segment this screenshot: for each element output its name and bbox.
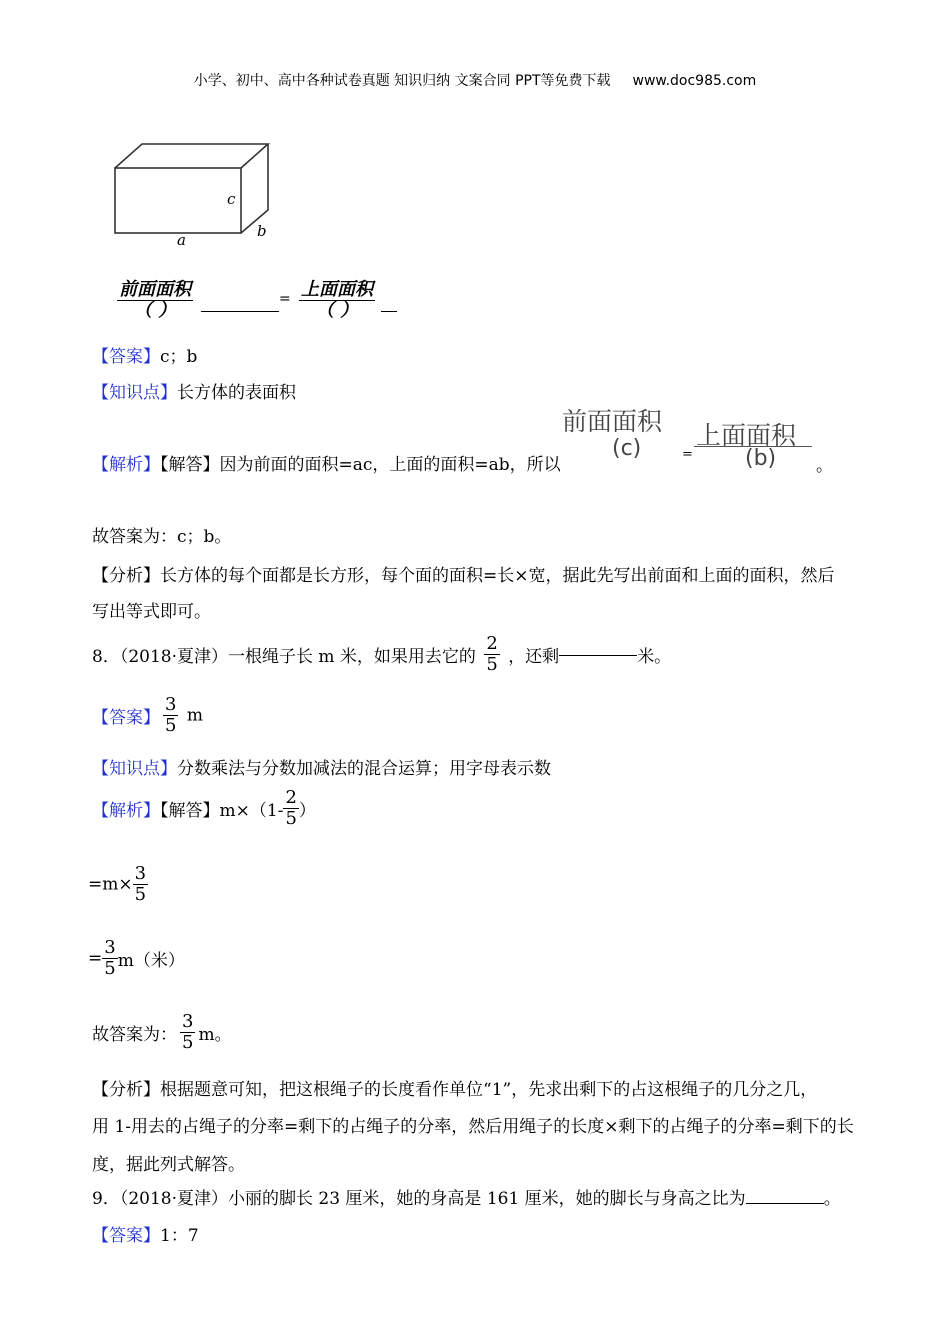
eq-sign: =: [279, 291, 291, 307]
q8-analysis: [92, 788, 316, 829]
q8-fenxi-line2: 用 1-用去的占绳子的分率=剩下的占绳子的分率，然后用绳子的长度×剩下的占绳子的分率=剩下的长: [92, 1117, 854, 1137]
q9-stem: [92, 1184, 841, 1209]
q9-stem-a: 9．（2018·夏津）小丽的脚长 23 厘米，她的身高是 161 厘米，她的脚长与身高之比为: [92, 1189, 746, 1209]
eq-left-fraction: [117, 280, 193, 321]
q8-fenxi-line3: 度，据此列式解答。: [92, 1155, 245, 1175]
analysis-tag: 【解析】: [92, 455, 160, 475]
step1-fraction: $\frac{3}{5}$: [134, 863, 147, 905]
analysis-text: 【解答】因为前面的面积=ac，上面的面积=ab，所以: [160, 455, 561, 475]
fenxi-tag: 【分析】: [92, 1080, 160, 1100]
analysis-a: 【解答】m×（1-: [160, 801, 284, 821]
label-a: a: [177, 231, 186, 248]
hw-end: 。: [816, 456, 833, 476]
fenxi-line1: 根据题意可知，把这根绳子的长度看作单位“1”，先求出剩下的占这根绳子的几分之几，: [160, 1080, 818, 1100]
eq-right-den: （ ）: [315, 300, 359, 321]
result-fraction: $\frac{3}{5}$: [182, 1011, 194, 1053]
q8-step2: = $\frac{3}{5}$ m（米）: [88, 937, 185, 979]
page-header: [0, 70, 950, 90]
analysis-tag: 【解析】: [92, 801, 160, 821]
eq-left-den: （ ）: [133, 300, 177, 321]
q9-answer: [92, 1221, 199, 1246]
hw-den1: (c): [612, 436, 642, 461]
q8-result: 故答案为： $\frac{3}{5}$ m。: [92, 1011, 232, 1053]
eq-right-num: 上面面积: [301, 279, 373, 300]
q8-answer: [92, 695, 203, 736]
eq-left-blank: [201, 311, 279, 312]
step2-fraction: $\frac{3}{5}$: [104, 937, 116, 979]
q7-equation: [114, 280, 196, 321]
fenxi-tag: 【分析】: [92, 566, 160, 586]
answer-text: 1：7: [160, 1226, 199, 1246]
knowledge-tag: 【知识点】: [92, 759, 177, 779]
q9-stem-b: 。: [823, 1189, 841, 1209]
q7-equation-right: [296, 280, 378, 321]
answer-tag: 【答案】: [92, 708, 160, 728]
q7-fenxi-line2: 写出等式即可。: [92, 602, 211, 622]
q9-blank: [746, 1202, 824, 1204]
eq-right-blank: [381, 311, 397, 312]
label-b: b: [257, 222, 267, 240]
hw-num1: 前面面积: [562, 407, 663, 436]
q8-stem: [92, 634, 671, 675]
q8-stem-b: ，还剩: [508, 647, 560, 667]
fenxi-line1: 长方体的每个面都是长方形，每个面的面积=长×宽，据此先写出前面和上面的面积，然后: [160, 566, 835, 586]
hw-den2: (b): [745, 446, 777, 471]
q8-stem-c: 米。: [637, 647, 672, 667]
q8-answer-fraction: $\frac{3}{5}$: [165, 694, 177, 736]
knowledge-tag: 【知识点】: [92, 383, 177, 403]
q8-knowledge: [92, 754, 551, 779]
header-site: www.doc985.com: [632, 73, 757, 89]
hw-eq: =: [682, 447, 693, 462]
q8-stem-fraction: $\frac{2}{5}$: [486, 633, 498, 675]
answer-tag: 【答案】: [92, 347, 160, 367]
q7-answer: [92, 342, 197, 367]
hw-num2: 上面面积: [696, 421, 797, 450]
q7-knowledge: [92, 378, 296, 403]
q7-fenxi: [92, 561, 835, 586]
q7-analysis: [92, 450, 561, 475]
q8-blank: [559, 654, 637, 656]
eq-right-fraction: [299, 280, 375, 321]
label-c: c: [227, 190, 236, 208]
analysis-b: ）: [298, 801, 316, 821]
answer-unit: m: [186, 705, 203, 726]
analysis-fraction: $\frac{2}{5}$: [285, 787, 297, 829]
eq-left-num: 前面面积: [119, 279, 191, 300]
knowledge-text: 分数乘法与分数加减法的混合运算；用字母表示数: [177, 759, 551, 779]
header-text: 小学、初中、高中各种试卷真题 知识归纳 文案合同 PPT等免费下载: [193, 73, 611, 89]
q7-result: 故答案为：c；b。: [92, 527, 232, 547]
answer-tag: 【答案】: [92, 1226, 160, 1246]
answer-text: c；b: [160, 347, 198, 367]
cuboid-figure: [105, 138, 285, 248]
q8-step1: =m× $\frac{3}{5}$: [88, 863, 147, 905]
q8-fenxi: [92, 1075, 817, 1100]
knowledge-text: 长方体的表面积: [177, 383, 296, 403]
q8-stem-a: 8．（2018·夏津）一根绳子长 m 米，如果用去它的: [92, 647, 476, 667]
